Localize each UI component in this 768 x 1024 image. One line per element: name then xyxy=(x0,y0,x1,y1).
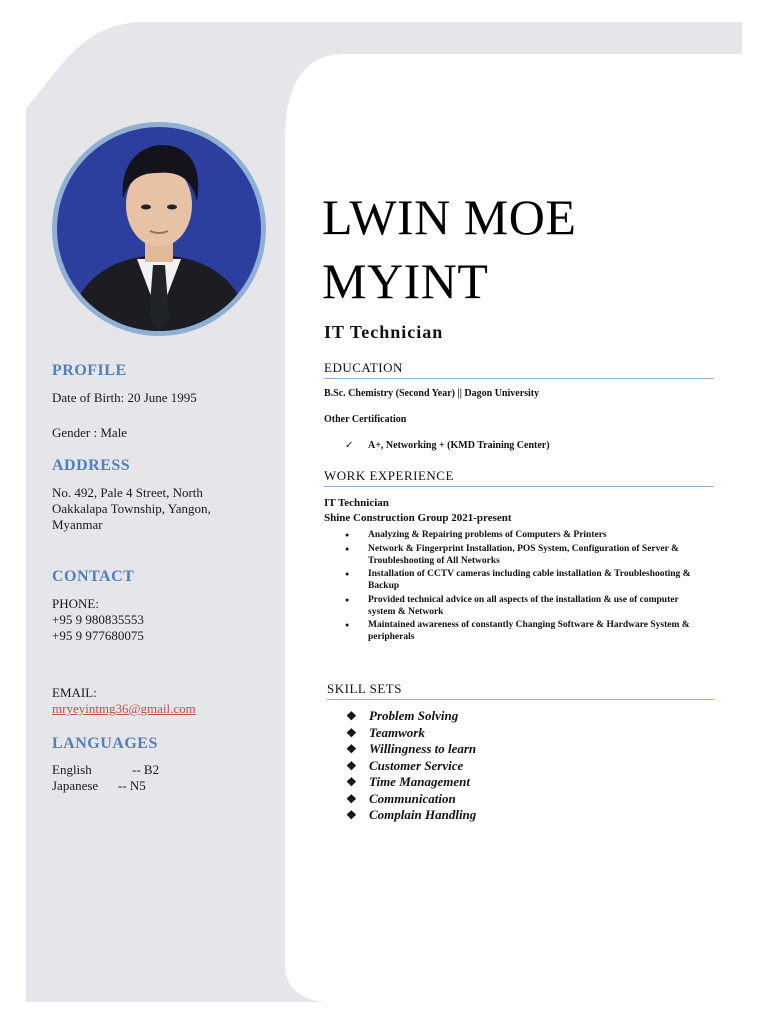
phone-number: +95 9 980835553 xyxy=(52,612,144,627)
diamond-icon: ❖ xyxy=(346,725,357,740)
email-block xyxy=(52,685,282,717)
list-item xyxy=(346,791,476,808)
list-item: ● Installation of CCTV cameras including cable installation & Troubleshooting & Backup xyxy=(345,568,705,592)
languages-heading: LANGUAGES xyxy=(52,735,158,752)
work-company: Shine Construction Group 2021-present xyxy=(324,512,512,524)
list-item xyxy=(346,725,476,742)
email-link[interactable]: mryeyintmg36@gmail.com xyxy=(52,701,196,716)
work-title: IT Technician xyxy=(324,497,389,509)
phone-number: +95 9 977680075 xyxy=(52,628,144,643)
profile-photo xyxy=(57,127,261,331)
name-line: LWIN MOE xyxy=(322,189,577,245)
list-item: ● Network & Fingerprint Installation, POS System, Configuration of Server & Troubleshooting of All Networks xyxy=(345,543,705,567)
name-line: MYINT xyxy=(322,253,489,309)
list-item xyxy=(346,807,476,824)
address-line: Myanmar xyxy=(52,517,103,532)
check-icon: ✓ xyxy=(345,440,354,451)
skill-text: Time Management xyxy=(369,774,470,789)
address-heading: ADDRESS xyxy=(52,457,131,474)
language-level: -- B2 xyxy=(132,762,160,777)
job-title: IT Technician xyxy=(324,322,444,342)
skill-text: Customer Service xyxy=(369,757,464,773)
list-item xyxy=(346,741,476,758)
address-line: Oakkalapa Township, Yangon, xyxy=(52,501,211,516)
languages-list xyxy=(52,762,282,794)
gender: Gender : Male xyxy=(52,425,128,440)
candidate-name xyxy=(322,185,742,313)
language-level: -- N5 xyxy=(118,778,146,793)
work-heading: WORK EXPERIENCE xyxy=(324,468,714,487)
profile-heading: PROFILE xyxy=(52,362,127,379)
list-item xyxy=(346,774,476,791)
education-heading: EDUCATION xyxy=(324,360,714,379)
date-of-birth: Date of Birth: 20 June 1995 xyxy=(52,390,197,405)
language-item xyxy=(52,762,282,778)
diamond-icon: ❖ xyxy=(346,742,357,756)
diamond-icon: ❖ xyxy=(346,758,357,773)
diamond-icon: ❖ xyxy=(346,808,357,822)
diamond-icon: ❖ xyxy=(346,791,357,806)
skill-text: Complain Handling xyxy=(369,807,477,822)
list-item: ● Provided technical advice on all aspects of the installation & use of computer system & Network xyxy=(345,594,705,618)
list-item: ● Analyzing & Repairing problems of Computers & Printers xyxy=(345,529,705,541)
list-item: ● Maintained awareness of constantly Changing Software & Hardware System & peripherals xyxy=(345,619,705,643)
contact-heading: CONTACT xyxy=(52,568,135,585)
phone-block xyxy=(52,596,282,644)
diamond-icon: ❖ xyxy=(346,709,357,723)
certification-heading: Other Certification xyxy=(324,414,407,425)
skills-list xyxy=(346,708,476,824)
skills-heading: SKILL SETS xyxy=(327,681,714,700)
education-degree: B.Sc. Chemistry (Second Year) || Dagon University xyxy=(324,388,540,399)
work-bullets xyxy=(345,529,705,645)
phone-label: PHONE: xyxy=(52,596,99,611)
email-label: EMAIL: xyxy=(52,685,97,700)
skill-text: Willingness to learn xyxy=(369,741,477,756)
address-text xyxy=(52,485,282,533)
list-item xyxy=(346,758,476,775)
list-item xyxy=(346,708,476,725)
certification-text: A+, Networking + (KMD Training Center) xyxy=(368,440,550,451)
address-line: No. 492, Pale 4 Street, North xyxy=(52,485,203,500)
certification-item xyxy=(345,440,550,451)
language-item xyxy=(52,778,282,794)
language-name: English xyxy=(52,762,92,777)
skill-text: Teamwork xyxy=(369,724,425,740)
profile-photo-ring xyxy=(52,122,266,336)
language-name: Japanese xyxy=(52,778,99,793)
skill-text: Problem Solving xyxy=(369,708,459,723)
diamond-icon: ❖ xyxy=(346,775,357,789)
skill-text: Communication xyxy=(369,790,456,806)
